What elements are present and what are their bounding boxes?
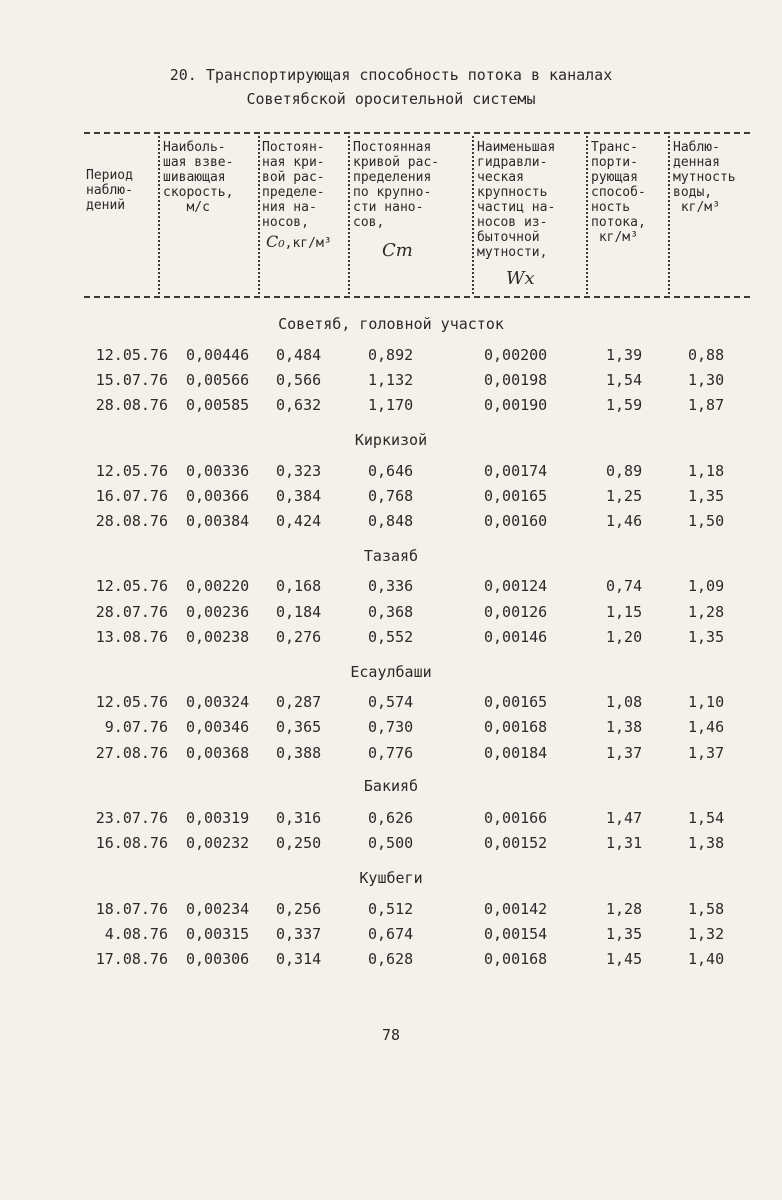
header-period: Период наблю- дений bbox=[86, 168, 133, 213]
table-cell: 0,00190 bbox=[484, 396, 548, 414]
header-transport-capacity: Транс- порти- рующая способ- ность потока, кг/м³ bbox=[591, 140, 646, 245]
table-cell: 0,00234 bbox=[186, 900, 250, 918]
table-cell: 28.07.76 bbox=[95, 603, 168, 621]
table-cell: 1,25 bbox=[606, 487, 643, 505]
table-cell: 13.08.76 bbox=[95, 628, 168, 646]
table-cell: 12.05.76 bbox=[95, 462, 168, 480]
table-cell: 4.08.76 bbox=[104, 925, 168, 943]
table-cell: 0,184 bbox=[276, 603, 322, 621]
header-divider bbox=[472, 136, 474, 294]
header-divider bbox=[158, 136, 160, 294]
table-cell: 0,00220 bbox=[186, 577, 250, 595]
table-cell: 0,00232 bbox=[186, 834, 250, 852]
table-cell: 1,15 bbox=[606, 603, 643, 621]
table-cell: 0,628 bbox=[368, 950, 414, 968]
table-cell: 16.07.76 bbox=[95, 487, 168, 505]
table-cell: 1,32 bbox=[688, 925, 725, 943]
table-cell: 1,09 bbox=[688, 577, 725, 595]
table-cell: 1,170 bbox=[368, 396, 414, 414]
table-cell: 0,730 bbox=[368, 718, 414, 736]
header-divider bbox=[668, 136, 670, 294]
table-cell: 0,00336 bbox=[186, 462, 250, 480]
table-cell: 0,250 bbox=[276, 834, 322, 852]
table-cell: 0,00165 bbox=[484, 487, 548, 505]
table-cell: 28.08.76 bbox=[95, 396, 168, 414]
table-cell: 0,316 bbox=[276, 809, 322, 827]
table-cell: 0,384 bbox=[276, 487, 322, 505]
table-cell: 0,00384 bbox=[186, 512, 250, 530]
table-cell: 0,89 bbox=[606, 462, 643, 480]
header-c0: Постоян- ная кри- вой рас- пределе- ния на- носов, bbox=[262, 140, 325, 230]
table-cell: 0,00166 bbox=[484, 809, 548, 827]
table-cell: 0,512 bbox=[368, 900, 414, 918]
table-cell: 0,368 bbox=[368, 603, 414, 621]
table-cell: 0,00126 bbox=[484, 603, 548, 621]
table-row bbox=[0, 371, 782, 393]
table-cell: 1,59 bbox=[606, 396, 643, 414]
section-title: Советяб, головной участок bbox=[278, 315, 504, 333]
table-row bbox=[0, 628, 782, 650]
table-cell: 27.08.76 bbox=[95, 744, 168, 762]
table-cell: 12.05.76 bbox=[95, 346, 168, 364]
table-cell: 1,31 bbox=[606, 834, 643, 852]
table-cell: 0,276 bbox=[276, 628, 322, 646]
table-cell: 12.05.76 bbox=[95, 693, 168, 711]
section-title: Бакияб bbox=[363, 777, 419, 795]
table-cell: 0,626 bbox=[368, 809, 414, 827]
table-cell: 1,38 bbox=[688, 834, 725, 852]
table-cell: 0,768 bbox=[368, 487, 414, 505]
table-title: 20. Транспортирующая способность потока в каналах bbox=[169, 66, 613, 84]
table-cell: 1,47 bbox=[606, 809, 643, 827]
table-cell: 1,20 bbox=[606, 628, 643, 646]
table-cell: 0,484 bbox=[276, 346, 322, 364]
table-cell: 0,566 bbox=[276, 371, 322, 389]
table-cell: 0,365 bbox=[276, 718, 322, 736]
table-cell: 1,35 bbox=[688, 487, 725, 505]
page-number: 78 bbox=[381, 1026, 401, 1044]
table-row bbox=[0, 744, 782, 766]
table-row bbox=[0, 834, 782, 856]
table-cell: 1,37 bbox=[688, 744, 725, 762]
table-cell: 1,35 bbox=[688, 628, 725, 646]
table-cell: 0,00146 bbox=[484, 628, 548, 646]
table-row bbox=[0, 396, 782, 418]
table-cell: 0,848 bbox=[368, 512, 414, 530]
table-cell: 0,552 bbox=[368, 628, 414, 646]
table-cell: 0,00152 bbox=[484, 834, 548, 852]
table-cell: 0,88 bbox=[688, 346, 725, 364]
table-cell: 1,30 bbox=[688, 371, 725, 389]
table-cell: 0,00366 bbox=[186, 487, 250, 505]
table-cell: 0,776 bbox=[368, 744, 414, 762]
table-row bbox=[0, 950, 782, 972]
table-cell: 12.05.76 bbox=[95, 577, 168, 595]
table-cell: 1,58 bbox=[688, 900, 725, 918]
header-c0-symbol: C₀,кг/м³ bbox=[266, 232, 332, 251]
table-cell: 1,40 bbox=[688, 950, 725, 968]
table-cell: 0,00165 bbox=[484, 693, 548, 711]
table-cell: 0,674 bbox=[368, 925, 414, 943]
header-top-rule bbox=[84, 132, 750, 134]
table-row bbox=[0, 718, 782, 740]
table-cell: 23.07.76 bbox=[95, 809, 168, 827]
header-divider bbox=[586, 136, 588, 294]
header-divider bbox=[258, 136, 260, 294]
table-cell: 0,892 bbox=[368, 346, 414, 364]
table-cell: 0,00184 bbox=[484, 744, 548, 762]
table-cell: 1,35 bbox=[606, 925, 643, 943]
table-subtitle: Советябской оросительной системы bbox=[246, 90, 536, 108]
section-title: Есаулбаши bbox=[350, 663, 432, 681]
table-cell: 1,45 bbox=[606, 950, 643, 968]
table-row bbox=[0, 462, 782, 484]
table-cell: 1,18 bbox=[688, 462, 725, 480]
header-observed-turbidity: Наблю- денная мутность воды, кг/м³ bbox=[673, 140, 736, 215]
table-cell: 0,00585 bbox=[186, 396, 250, 414]
table-cell: 0,323 bbox=[276, 462, 322, 480]
table-cell: 1,37 bbox=[606, 744, 643, 762]
table-cell: 0,424 bbox=[276, 512, 322, 530]
table-cell: 0,00346 bbox=[186, 718, 250, 736]
table-row bbox=[0, 346, 782, 368]
table-cell: 0,337 bbox=[276, 925, 322, 943]
table-row bbox=[0, 487, 782, 509]
table-cell: 17.08.76 bbox=[95, 950, 168, 968]
table-cell: 0,00324 bbox=[186, 693, 250, 711]
table-cell: 0,00160 bbox=[484, 512, 548, 530]
table-cell: 0,00200 bbox=[484, 346, 548, 364]
table-cell: 0,00368 bbox=[186, 744, 250, 762]
table-cell: 1,46 bbox=[688, 718, 725, 736]
table-cell: 0,00315 bbox=[186, 925, 250, 943]
table-cell: 0,646 bbox=[368, 462, 414, 480]
table-row bbox=[0, 512, 782, 534]
table-cell: 0,388 bbox=[276, 744, 322, 762]
table-row bbox=[0, 693, 782, 715]
table-cell: 0,00319 bbox=[186, 809, 250, 827]
header-wx: Наименьшая гидравли- ческая крупность частиц на- носов из- быточной мутности, bbox=[477, 140, 556, 260]
table-cell: 0,500 bbox=[368, 834, 414, 852]
table-cell: 1,132 bbox=[368, 371, 414, 389]
table-cell: 1,50 bbox=[688, 512, 725, 530]
header-max-velocity: Наиболь- шая взве- шивающая скорость, м/с bbox=[163, 140, 234, 215]
table-cell: 0,256 bbox=[276, 900, 322, 918]
table-cell: 9.07.76 bbox=[104, 718, 168, 736]
table-cell: 1,54 bbox=[606, 371, 643, 389]
table-cell: 0,632 bbox=[276, 396, 322, 414]
table-cell: 0,00124 bbox=[484, 577, 548, 595]
header-wx-symbol: Wx bbox=[506, 268, 535, 289]
table-cell: 15.07.76 bbox=[95, 371, 168, 389]
section-title: Кушбеги bbox=[359, 869, 423, 887]
table-cell: 0,168 bbox=[276, 577, 322, 595]
table-cell: 0,00306 bbox=[186, 950, 250, 968]
table-cell: 0,00236 bbox=[186, 603, 250, 621]
table-row bbox=[0, 577, 782, 599]
table-cell: 0,00174 bbox=[484, 462, 548, 480]
table-cell: 0,00142 bbox=[484, 900, 548, 918]
table-cell: 0,314 bbox=[276, 950, 322, 968]
header-divider bbox=[348, 136, 350, 294]
table-cell: 1,10 bbox=[688, 693, 725, 711]
table-cell: 28.08.76 bbox=[95, 512, 168, 530]
table-cell: 1,46 bbox=[606, 512, 643, 530]
table-row bbox=[0, 809, 782, 831]
table-cell: 0,00168 bbox=[484, 950, 548, 968]
table-cell: 0,336 bbox=[368, 577, 414, 595]
header-ct-symbol: Cт bbox=[382, 240, 413, 261]
table-cell: 0,00198 bbox=[484, 371, 548, 389]
table-row bbox=[0, 900, 782, 922]
table-cell: 0,00238 bbox=[186, 628, 250, 646]
table-cell: 1,54 bbox=[688, 809, 725, 827]
table-cell: 0,00168 bbox=[484, 718, 548, 736]
table-cell: 1,87 bbox=[688, 396, 725, 414]
table-cell: 16.08.76 bbox=[95, 834, 168, 852]
header-ct: Постоянная кривой рас- пределения по крупно- сти нано- сов, bbox=[353, 140, 440, 230]
table-cell: 0,00154 bbox=[484, 925, 548, 943]
table-cell: 18.07.76 bbox=[95, 900, 168, 918]
table-cell: 0,00446 bbox=[186, 346, 250, 364]
section-title: Тазаяб bbox=[363, 547, 419, 565]
table-row bbox=[0, 603, 782, 625]
section-title: Киркизой bbox=[354, 431, 428, 449]
table-row bbox=[0, 925, 782, 947]
table-cell: 0,74 bbox=[606, 577, 643, 595]
table-cell: 1,38 bbox=[606, 718, 643, 736]
table-cell: 0,287 bbox=[276, 693, 322, 711]
table-cell: 1,08 bbox=[606, 693, 643, 711]
header-bottom-rule bbox=[84, 296, 750, 298]
table-cell: 0,574 bbox=[368, 693, 414, 711]
table-cell: 0,00566 bbox=[186, 371, 250, 389]
table-cell: 1,28 bbox=[606, 900, 643, 918]
table-cell: 1,39 bbox=[606, 346, 643, 364]
table-cell: 1,28 bbox=[688, 603, 725, 621]
